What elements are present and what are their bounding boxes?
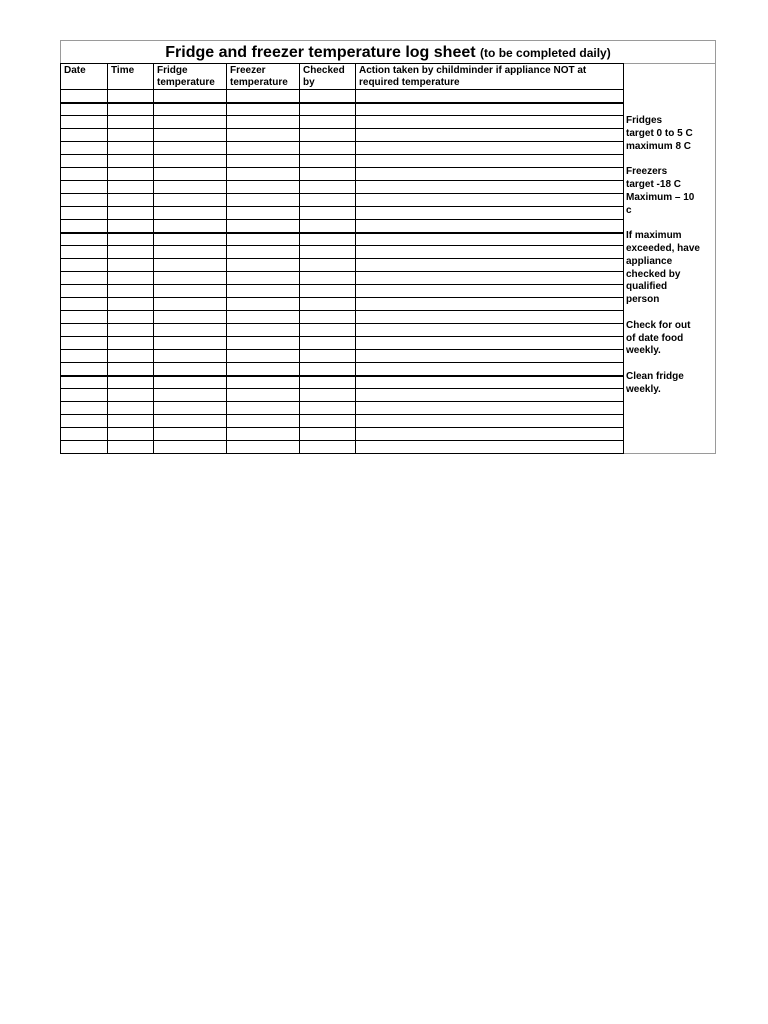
fridge-cell[interactable]	[154, 116, 227, 129]
time-cell[interactable]	[108, 350, 154, 363]
checked-cell[interactable]	[300, 350, 356, 363]
table-row	[61, 259, 624, 272]
time-cell[interactable]	[108, 324, 154, 337]
time-cell[interactable]	[108, 207, 154, 220]
action-cell[interactable]	[356, 142, 624, 155]
action-cell[interactable]	[356, 90, 624, 103]
time-cell[interactable]	[108, 402, 154, 415]
action-cell[interactable]	[356, 155, 624, 168]
log-rows	[61, 90, 624, 454]
date-cell[interactable]	[61, 194, 108, 207]
fridge-cell[interactable]	[154, 285, 227, 298]
freezer-cell[interactable]	[227, 428, 300, 441]
action-cell[interactable]	[356, 246, 624, 259]
fridge-cell[interactable]	[154, 402, 227, 415]
date-cell[interactable]	[61, 220, 108, 233]
date-cell[interactable]	[61, 363, 108, 376]
action-cell[interactable]	[356, 259, 624, 272]
freezer-cell[interactable]	[227, 142, 300, 155]
table-row	[61, 220, 624, 233]
table-row	[61, 363, 624, 376]
table-row	[61, 285, 624, 298]
freezer-cell[interactable]	[227, 129, 300, 142]
date-cell[interactable]	[61, 298, 108, 311]
table-row	[61, 311, 624, 324]
freezer-cell[interactable]	[227, 441, 300, 454]
freezer-cell[interactable]	[227, 402, 300, 415]
checked-cell[interactable]	[300, 337, 356, 350]
action-cell[interactable]	[356, 324, 624, 337]
freezer-cell[interactable]	[227, 337, 300, 350]
action-cell[interactable]	[356, 389, 624, 402]
note-fridges: Fridges target 0 to 5 C maximum 8 C	[626, 115, 693, 152]
date-cell[interactable]	[61, 376, 108, 389]
fridge-cell[interactable]	[154, 324, 227, 337]
fridge-cell[interactable]	[154, 181, 227, 194]
fridge-cell[interactable]	[154, 272, 227, 285]
time-cell[interactable]	[108, 129, 154, 142]
time-cell[interactable]	[108, 168, 154, 181]
temperature-log-table	[60, 63, 624, 454]
time-cell[interactable]	[108, 363, 154, 376]
table-row	[61, 103, 624, 116]
action-cell[interactable]	[356, 428, 624, 441]
fridge-cell[interactable]	[154, 129, 227, 142]
action-cell[interactable]	[356, 207, 624, 220]
action-cell[interactable]	[356, 233, 624, 246]
fridge-cell[interactable]	[154, 441, 227, 454]
freezer-cell[interactable]	[227, 298, 300, 311]
checked-cell[interactable]	[300, 116, 356, 129]
checked-cell[interactable]	[300, 376, 356, 389]
freezer-cell[interactable]	[227, 246, 300, 259]
fridge-cell[interactable]	[154, 233, 227, 246]
action-cell[interactable]	[356, 103, 624, 116]
action-cell[interactable]	[356, 181, 624, 194]
table-row	[61, 272, 624, 285]
freezer-cell[interactable]	[227, 155, 300, 168]
fridge-cell[interactable]	[154, 363, 227, 376]
fridge-cell[interactable]	[154, 389, 227, 402]
note-maximum-exceeded: If maximum exceeded, have appliance checked by qualified person	[626, 230, 700, 306]
date-cell[interactable]	[61, 168, 108, 181]
date-cell[interactable]	[61, 389, 108, 402]
checked-cell[interactable]	[300, 142, 356, 155]
table-row	[61, 142, 624, 155]
freezer-cell[interactable]	[227, 272, 300, 285]
time-cell[interactable]	[108, 194, 154, 207]
date-cell[interactable]	[61, 402, 108, 415]
checked-cell[interactable]	[300, 207, 356, 220]
fridge-cell[interactable]	[154, 337, 227, 350]
checked-cell[interactable]	[300, 129, 356, 142]
time-cell[interactable]	[108, 272, 154, 285]
date-cell[interactable]	[61, 415, 108, 428]
time-cell[interactable]	[108, 389, 154, 402]
checked-cell[interactable]	[300, 194, 356, 207]
freezer-cell[interactable]	[227, 350, 300, 363]
freezer-cell[interactable]	[227, 103, 300, 116]
freezer-cell[interactable]	[227, 116, 300, 129]
date-cell[interactable]	[61, 272, 108, 285]
table-row	[61, 233, 624, 246]
time-cell[interactable]	[108, 181, 154, 194]
time-cell[interactable]	[108, 220, 154, 233]
table-row	[61, 324, 624, 337]
checked-cell[interactable]	[300, 428, 356, 441]
fridge-cell[interactable]	[154, 90, 227, 103]
checked-cell[interactable]	[300, 415, 356, 428]
checked-cell[interactable]	[300, 181, 356, 194]
action-cell[interactable]	[356, 285, 624, 298]
column-header-freezer-temperature: Freezer temperature	[227, 64, 300, 90]
action-cell[interactable]	[356, 311, 624, 324]
fridge-cell[interactable]	[154, 220, 227, 233]
log-sheet	[60, 40, 716, 454]
date-cell[interactable]	[61, 285, 108, 298]
date-cell[interactable]	[61, 233, 108, 246]
action-cell[interactable]	[356, 350, 624, 363]
date-cell[interactable]	[61, 116, 108, 129]
fridge-cell[interactable]	[154, 155, 227, 168]
date-cell[interactable]	[61, 181, 108, 194]
checked-cell[interactable]	[300, 233, 356, 246]
title-main: Fridge and freezer temperature log sheet	[165, 44, 476, 61]
freezer-cell[interactable]	[227, 363, 300, 376]
date-cell[interactable]	[61, 441, 108, 454]
time-cell[interactable]	[108, 428, 154, 441]
freezer-cell[interactable]	[227, 415, 300, 428]
action-cell[interactable]	[356, 116, 624, 129]
date-cell[interactable]	[61, 207, 108, 220]
action-cell[interactable]	[356, 402, 624, 415]
fridge-cell[interactable]	[154, 142, 227, 155]
table-row	[61, 155, 624, 168]
time-cell[interactable]	[108, 116, 154, 129]
note-clean-fridge: Clean fridge weekly.	[626, 370, 684, 395]
time-cell[interactable]	[108, 142, 154, 155]
time-cell[interactable]	[108, 246, 154, 259]
table-row	[61, 298, 624, 311]
action-cell[interactable]	[356, 220, 624, 233]
fridge-cell[interactable]	[154, 298, 227, 311]
freezer-cell[interactable]	[227, 376, 300, 389]
checked-cell[interactable]	[300, 285, 356, 298]
date-cell[interactable]	[61, 324, 108, 337]
action-cell[interactable]	[356, 376, 624, 389]
table-row	[61, 116, 624, 129]
table-row	[61, 402, 624, 415]
table-row	[61, 337, 624, 350]
date-cell[interactable]	[61, 246, 108, 259]
date-cell[interactable]	[61, 428, 108, 441]
table-row	[61, 207, 624, 220]
time-cell[interactable]	[108, 259, 154, 272]
freezer-cell[interactable]	[227, 90, 300, 103]
fridge-cell[interactable]	[154, 376, 227, 389]
table-row	[61, 168, 624, 181]
fridge-cell[interactable]	[154, 259, 227, 272]
checked-cell[interactable]	[300, 311, 356, 324]
table-row	[61, 90, 624, 103]
fridge-cell[interactable]	[154, 246, 227, 259]
checked-cell[interactable]	[300, 168, 356, 181]
checked-cell[interactable]	[300, 155, 356, 168]
table-row	[61, 246, 624, 259]
freezer-cell[interactable]	[227, 285, 300, 298]
fridge-cell[interactable]	[154, 311, 227, 324]
freezer-cell[interactable]	[227, 220, 300, 233]
sheet-title	[61, 41, 715, 64]
time-cell[interactable]	[108, 337, 154, 350]
action-cell[interactable]	[356, 337, 624, 350]
checked-cell[interactable]	[300, 363, 356, 376]
checked-cell[interactable]	[300, 90, 356, 103]
time-cell[interactable]	[108, 415, 154, 428]
fridge-cell[interactable]	[154, 194, 227, 207]
table-row	[61, 441, 624, 454]
time-cell[interactable]	[108, 285, 154, 298]
fridge-cell[interactable]	[154, 168, 227, 181]
time-cell[interactable]	[108, 441, 154, 454]
date-cell[interactable]	[61, 155, 108, 168]
fridge-cell[interactable]	[154, 103, 227, 116]
note-check-food: Check for out of date food weekly.	[626, 319, 691, 357]
time-cell[interactable]	[108, 376, 154, 389]
table-row	[61, 389, 624, 402]
column-header-date: Date	[61, 64, 108, 90]
action-cell[interactable]	[356, 272, 624, 285]
date-cell[interactable]	[61, 337, 108, 350]
date-cell[interactable]	[61, 103, 108, 116]
checked-cell[interactable]	[300, 259, 356, 272]
fridge-cell[interactable]	[154, 350, 227, 363]
checked-cell[interactable]	[300, 298, 356, 311]
date-cell[interactable]	[61, 129, 108, 142]
table-row	[61, 415, 624, 428]
table-row	[61, 129, 624, 142]
table-row	[61, 350, 624, 363]
fridge-cell[interactable]	[154, 207, 227, 220]
action-cell[interactable]	[356, 194, 624, 207]
column-header-action-taken: Action taken by childminder if appliance NOT at required temperature	[356, 64, 624, 90]
action-cell[interactable]	[356, 363, 624, 376]
column-header-fridge-temperature: Fridge temperature	[154, 64, 227, 90]
column-header-checked-by: Checked by	[300, 64, 356, 90]
table-row	[61, 194, 624, 207]
table-row	[61, 376, 624, 389]
action-cell[interactable]	[356, 129, 624, 142]
checked-cell[interactable]	[300, 103, 356, 116]
checked-cell[interactable]	[300, 272, 356, 285]
fridge-cell[interactable]	[154, 415, 227, 428]
time-cell[interactable]	[108, 298, 154, 311]
time-cell[interactable]	[108, 103, 154, 116]
fridge-cell[interactable]	[154, 428, 227, 441]
time-cell[interactable]	[108, 155, 154, 168]
date-cell[interactable]	[61, 90, 108, 103]
action-cell[interactable]	[356, 298, 624, 311]
date-cell[interactable]	[61, 142, 108, 155]
table-row	[61, 181, 624, 194]
time-cell[interactable]	[108, 90, 154, 103]
date-cell[interactable]	[61, 259, 108, 272]
checked-cell[interactable]	[300, 324, 356, 337]
freezer-cell[interactable]	[227, 233, 300, 246]
checked-cell[interactable]	[300, 246, 356, 259]
table-row	[61, 428, 624, 441]
action-cell[interactable]	[356, 168, 624, 181]
action-cell[interactable]	[356, 441, 624, 454]
note-freezers: Freezers target -18 C Maximum – 10 c	[626, 166, 695, 216]
checked-cell[interactable]	[300, 389, 356, 402]
action-cell[interactable]	[356, 415, 624, 428]
time-cell[interactable]	[108, 233, 154, 246]
header-row	[61, 64, 624, 90]
date-cell[interactable]	[61, 311, 108, 324]
freezer-cell[interactable]	[227, 324, 300, 337]
freezer-cell[interactable]	[227, 194, 300, 207]
checked-cell[interactable]	[300, 220, 356, 233]
title-subtitle: (to be completed daily)	[480, 46, 611, 60]
freezer-cell[interactable]	[227, 389, 300, 402]
guidance-notes	[622, 63, 715, 453]
time-cell[interactable]	[108, 311, 154, 324]
freezer-cell[interactable]	[227, 259, 300, 272]
column-header-time: Time	[108, 64, 154, 90]
freezer-cell[interactable]	[227, 181, 300, 194]
date-cell[interactable]	[61, 350, 108, 363]
freezer-cell[interactable]	[227, 207, 300, 220]
checked-cell[interactable]	[300, 441, 356, 454]
checked-cell[interactable]	[300, 402, 356, 415]
freezer-cell[interactable]	[227, 168, 300, 181]
freezer-cell[interactable]	[227, 311, 300, 324]
